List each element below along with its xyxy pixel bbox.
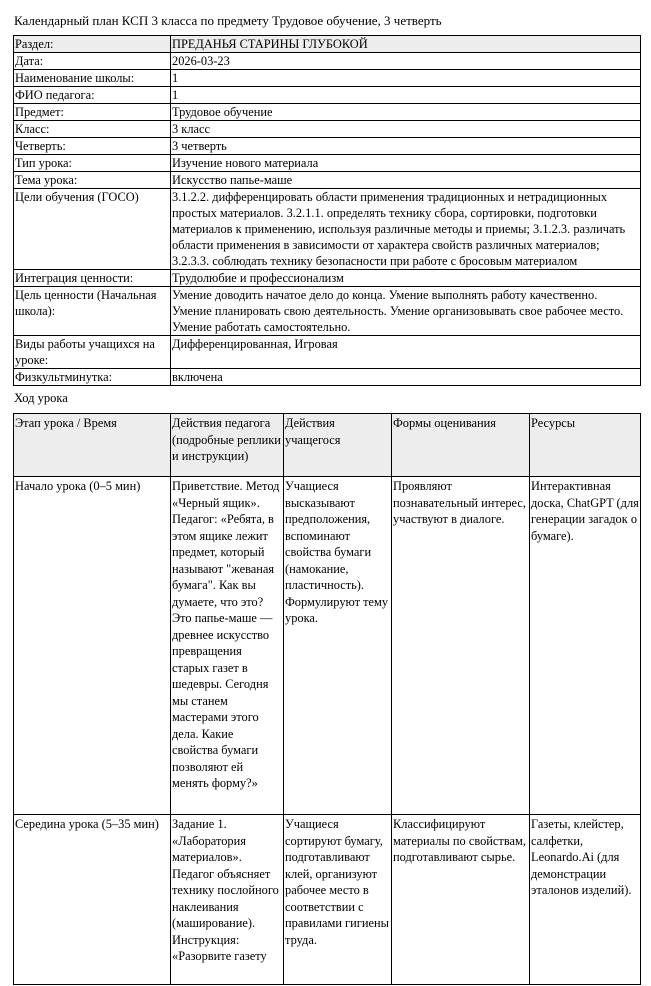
info-row (14, 36, 641, 53)
lesson-plan-table (13, 413, 641, 985)
info-row (14, 287, 641, 336)
info-row (14, 369, 641, 386)
info-label: Четверть: (14, 138, 171, 155)
plan-row (14, 477, 641, 815)
info-label: Предмет: (14, 104, 171, 121)
plan-title: Ход урока (14, 391, 68, 405)
info-row (14, 53, 641, 70)
plan-row (14, 815, 641, 985)
info-value: Умение доводить начатое дело до конца. Умение выполнять работу качественно. Умение планировать свою деятельность. Умение организовывать свое рабочее место. Умение работать самостоятельно. (171, 287, 641, 336)
info-value: Трудолюбие и профессионализм (171, 270, 641, 287)
info-value: Трудовое обучение (171, 104, 641, 121)
plan-header-cell: Этап урока / Время (14, 414, 171, 477)
info-label: Цели обучения (ГОСО) (14, 189, 171, 270)
info-row (14, 155, 641, 172)
plan-header-row (14, 414, 641, 477)
info-row (14, 121, 641, 138)
info-label: Тема урока: (14, 172, 171, 189)
info-value: 2026-03-23 (171, 53, 641, 70)
info-label: Дата: (14, 53, 171, 70)
lesson-info-table (13, 35, 641, 386)
plan-header-cell: Действия учащегося (284, 414, 392, 477)
info-label: Цель ценности (Начальная школа): (14, 287, 171, 336)
info-row (14, 270, 641, 287)
info-value: Искусство папье-маше (171, 172, 641, 189)
page-title: Календарный план КСП 3 класса по предмету Трудовое обучение, 3 четверть (14, 13, 442, 28)
plan-header-cell: Действия педагога (подробные реплики и инструкции) (171, 414, 284, 477)
info-label: Интеграция ценности: (14, 270, 171, 287)
info-label: Раздел: (14, 36, 171, 53)
info-row (14, 104, 641, 121)
plan-header-cell: Ресурсы (530, 414, 641, 477)
info-row (14, 172, 641, 189)
info-value: включена (171, 369, 641, 386)
info-label: Физкультминутка: (14, 369, 171, 386)
info-value: 3 четверть (171, 138, 641, 155)
info-value: 3.1.2.2. дифференцировать области применения традиционных и нетрадиционных простых материалов. 3.2.1.1. определять технику сбора, сортировки, подготовки материалов к применению, используя различные методы и приемы; 3.1.2.3. различать области применения в зависимости от характера свойств различных материалов; 3.2.3.3. соблюдать технику безопасности при работе с бросовым материалом (171, 189, 641, 270)
plan-cell-teacher: Задание 1. «Лаборатория материалов». Педагог объясняет технику послойного наклеивания (маширование). Инструкция: «Разорвите газету (171, 815, 284, 985)
info-value: Дифференцированная, Игровая (171, 336, 641, 369)
plan-cell-assessment: Проявляют познавательный интерес, участвуют в диалоге. (392, 477, 530, 815)
plan-cell-student: Учащиеся высказывают предположения, вспоминают свойства бумаги (намокание, пластичность). Формулируют тему урока. (284, 477, 392, 815)
info-label: Класс: (14, 121, 171, 138)
info-row (14, 336, 641, 369)
info-row (14, 70, 641, 87)
plan-cell-stage: Начало урока (0–5 мин) (14, 477, 171, 815)
plan-cell-stage: Середина урока (5–35 мин) (14, 815, 171, 985)
info-value: 3 класс (171, 121, 641, 138)
info-value: Изучение нового материала (171, 155, 641, 172)
info-value: 1 (171, 70, 641, 87)
plan-cell-teacher: Приветствие. Метод «Черный ящик». Педагог: «Ребята, в этом ящике лежит предмет, который называют "жеваная бумага". Как вы думаете, что это? Это папье-маше — древнее искусство превращения старых газет в шедевры. Сегодня мы станем мастерами этого дела. Какие свойства бумаги позволяют ей менять форму?» (171, 477, 284, 815)
info-label: Наименование школы: (14, 70, 171, 87)
info-value: ПРЕДАНЬЯ СТАРИНЫ ГЛУБОКОЙ (171, 36, 641, 53)
plan-cell-assessment: Классифицируют материалы по свойствам, подготавливают сырье. (392, 815, 530, 985)
plan-header-cell: Формы оценивания (392, 414, 530, 477)
plan-cell-resources: Интерактивная доска, ChatGPT (для генерации загадок о бумаге). (530, 477, 641, 815)
info-value: 1 (171, 87, 641, 104)
info-label: Тип урока: (14, 155, 171, 172)
info-row (14, 138, 641, 155)
info-row (14, 87, 641, 104)
info-row (14, 189, 641, 270)
info-label: Виды работы учащихся на уроке: (14, 336, 171, 369)
plan-cell-resources: Газеты, клейстер, салфетки, Leonardo.Ai (для демонстрации эталонов изделий). (530, 815, 641, 985)
plan-cell-student: Учащиеся сортируют бумагу, подготавливают клей, организуют рабочее место в соответствии с правилами гигиены труда. (284, 815, 392, 985)
info-label: ФИО педагога: (14, 87, 171, 104)
